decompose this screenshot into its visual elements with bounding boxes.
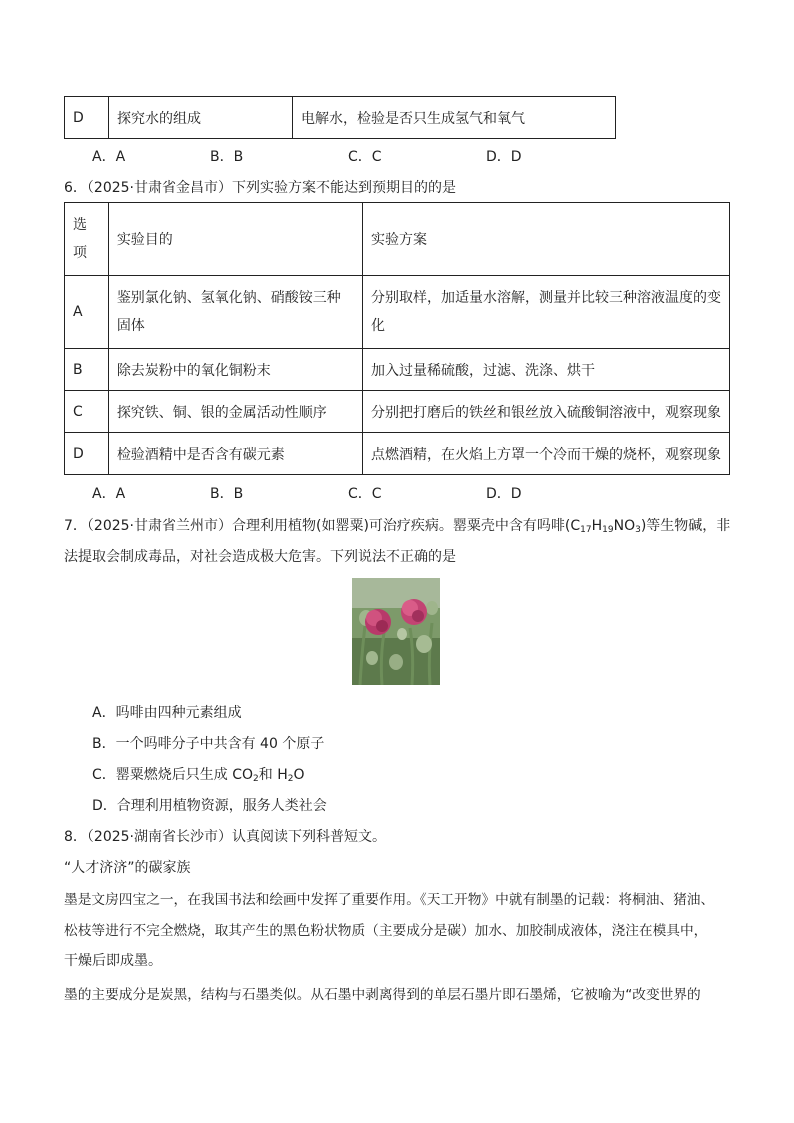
option-c[interactable]: C．C [348, 149, 382, 165]
q7-stem-line2: 法提取会制成毒品，对社会造成极大危害。下列说法不正确的是 [64, 549, 456, 565]
header-plan: 实验方案 [363, 203, 730, 276]
table-cell: 点燃酒精，在火焰上方罩一个冷而干燥的烧杯，观察现象 [363, 433, 730, 475]
table-q6 [64, 202, 730, 475]
choice-text: C．罂粟燃烧后只生成 CO [92, 767, 254, 783]
table-row [65, 349, 730, 391]
table-cell: B [65, 349, 109, 391]
q6-stem: 6．（2025·甘肃省金昌市）下列实验方案不能达到预期目的的是 [64, 180, 456, 196]
q7-choice-b[interactable]: B．一个吗啡分子中共含有 40 个原子 [92, 736, 325, 752]
table-row [65, 391, 730, 433]
q8-paragraph1-line2: 松枝等进行不完全燃烧，取其产生的黑色粉状物质（主要成分是碳）加水、加胶制成液体，浇注在模具中， [64, 923, 708, 939]
option-a[interactable]: A．A [92, 149, 126, 165]
choice-text: 和 H [258, 767, 288, 783]
option-d[interactable]: D．D [486, 149, 522, 165]
option-c[interactable]: C．C [348, 486, 382, 502]
option-a[interactable]: A．A [92, 486, 126, 502]
q7-choice-a[interactable]: A．吗啡由四种元素组成 [92, 705, 242, 721]
table-row [65, 97, 616, 139]
q8-paragraph2-line1: 墨的主要成分是炭黑，结构与石墨类似。从石墨中剥离得到的单层石墨片即石墨烯，它被喻为“改变世界的 [64, 987, 701, 1003]
option-b[interactable]: B．B [210, 149, 244, 165]
poppy-photo [352, 578, 440, 685]
q8-stem: 8．（2025·湖南省长沙市）认真阅读下列科普短文。 [64, 829, 386, 845]
subscript: 3 [635, 525, 641, 535]
table-cell: 探究水的组成 [109, 97, 293, 139]
q8-paragraph1-line1: 墨是文房四宝之一，在我国书法和绘画中发挥了重要作用。《天工开物》中就有制墨的记载：将桐油、猪油、 [64, 892, 715, 908]
q8-paragraph1-line3: 干燥后即成墨。 [64, 953, 162, 969]
table-cell: 加入过量稀硫酸，过滤、洗涤、烘干 [363, 349, 730, 391]
header-option: 选项 [65, 203, 109, 276]
q7-text: H [591, 518, 603, 534]
table-cell: D [65, 433, 109, 475]
option-b[interactable]: B．B [210, 486, 244, 502]
q8-article-title: “人才济济”的碳家族 [64, 860, 191, 876]
subscript: 2 [253, 774, 259, 784]
table-cell: 电解水，检验是否只生成氢气和氧气 [293, 97, 616, 139]
option-d[interactable]: D．D [486, 486, 522, 502]
choice-text: O [293, 767, 305, 783]
q7-text: )等生物碱，非 [640, 518, 731, 534]
q7-stem-line1 [64, 515, 730, 535]
table-q5-tail [64, 96, 616, 139]
table-cell: 分别把打磨后的铁丝和银丝放入硫酸铜溶液中，观察现象 [363, 391, 730, 433]
subscript: 2 [287, 774, 294, 784]
q7-choice-c[interactable] [92, 764, 305, 784]
table-header-row [65, 203, 730, 276]
table-cell: C [65, 391, 109, 433]
table-cell: D [65, 97, 109, 139]
table-cell: 探究铁、铜、银的金属活动性顺序 [108, 391, 362, 433]
subscript: 17 [580, 525, 592, 535]
table-row [65, 276, 730, 349]
table-cell: A [65, 276, 109, 349]
header-purpose: 实验目的 [108, 203, 362, 276]
table-row [65, 433, 730, 475]
table-cell: 检验酒精中是否含有碳元素 [108, 433, 362, 475]
table-cell: 鉴别氯化钠、氢氧化钠、硝酸铵三种固体 [108, 276, 362, 349]
q7-choice-d[interactable]: D．合理利用植物资源，服务人类社会 [92, 798, 327, 814]
q7-text: NO [613, 518, 636, 534]
table-cell: 分别取样，加适量水溶解，测量并比较三种溶液温度的变化 [363, 276, 730, 349]
q7-text: 7．（2025·甘肃省兰州市）合理利用植物(如罂粟)可治疗疾病。罂粟壳中含有吗啡(C [64, 518, 581, 534]
subscript: 19 [602, 525, 614, 535]
table-cell: 除去炭粉中的氧化铜粉末 [108, 349, 362, 391]
